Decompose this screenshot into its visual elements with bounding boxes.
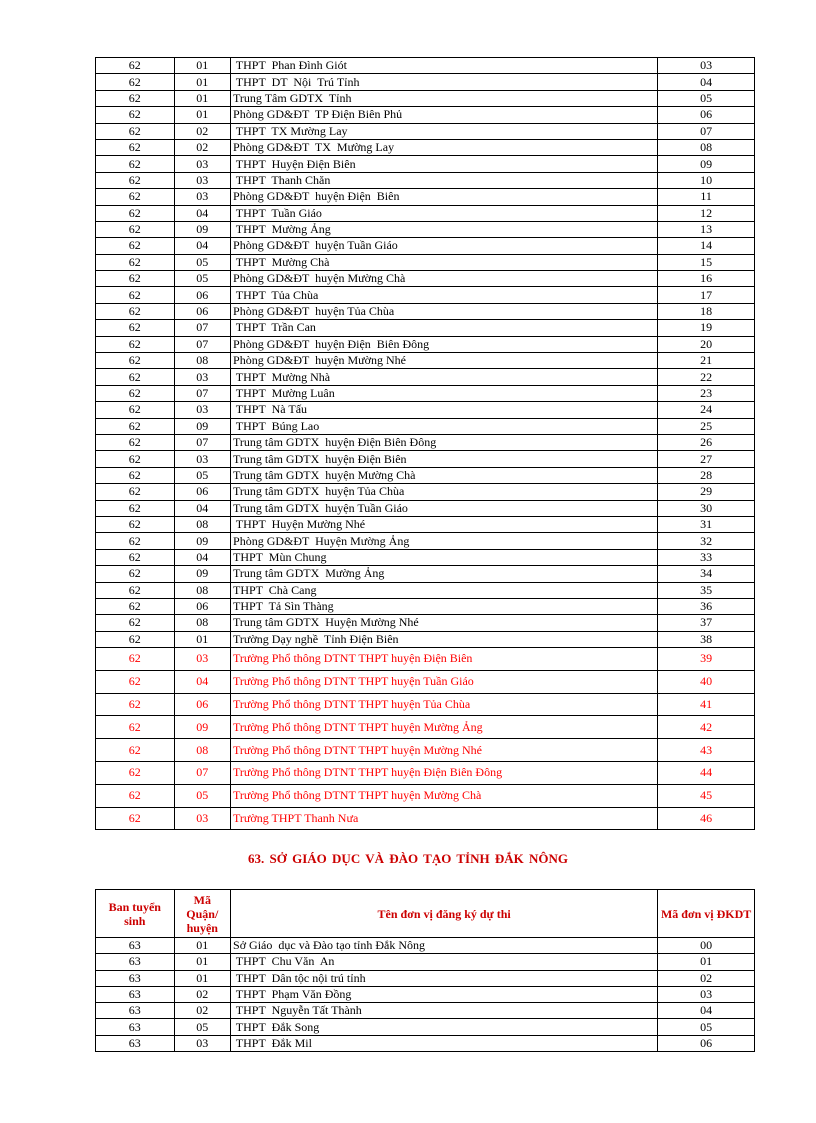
cell-ma-huyen: 09	[174, 221, 230, 237]
cell-ma-don-vi: 34	[658, 566, 755, 582]
cell-ten-don-vi: THPT Nguyễn Tất Thành	[231, 1003, 658, 1019]
cell-ten-don-vi: Phòng GD&ĐT huyện Mường Chà	[231, 271, 658, 287]
table-row	[96, 516, 755, 532]
cell-ten-don-vi: THPT Thanh Chăn	[231, 172, 658, 188]
header-ma-don-vi: Mã đơn vị ĐKDT	[658, 890, 755, 938]
cell-ten-don-vi: Trường Phổ thông DTNT THPT huyện Mường Chà	[231, 784, 658, 807]
cell-ten-don-vi: Trường Phổ thông DTNT THPT huyện Tủa Chùa	[231, 693, 658, 716]
cell-ban-tuyen-sinh: 62	[96, 451, 175, 467]
table-row	[96, 986, 755, 1002]
cell-ban-tuyen-sinh: 63	[96, 938, 175, 954]
cell-ban-tuyen-sinh: 62	[96, 434, 175, 450]
table-row	[96, 648, 755, 671]
cell-ten-don-vi: Phòng GD&ĐT huyện Tủa Chùa	[231, 303, 658, 319]
cell-ma-huyen: 06	[174, 693, 230, 716]
cell-ma-don-vi: 14	[658, 238, 755, 254]
cell-ban-tuyen-sinh: 62	[96, 221, 175, 237]
table-row	[96, 1003, 755, 1019]
cell-ten-don-vi: THPT Tuần Giáo	[231, 205, 658, 221]
cell-ten-don-vi: THPT Mường Ảng	[231, 221, 658, 237]
cell-ma-don-vi: 04	[658, 1003, 755, 1019]
table-row	[96, 402, 755, 418]
table-row	[96, 566, 755, 582]
cell-ma-huyen: 03	[174, 402, 230, 418]
table-row	[96, 970, 755, 986]
cell-ma-huyen: 04	[174, 670, 230, 693]
cell-ban-tuyen-sinh: 62	[96, 762, 175, 785]
cell-ban-tuyen-sinh: 62	[96, 418, 175, 434]
table-row	[96, 123, 755, 139]
cell-ma-don-vi: 44	[658, 762, 755, 785]
cell-ban-tuyen-sinh: 62	[96, 156, 175, 172]
table-row	[96, 1035, 755, 1051]
cell-ma-don-vi: 21	[658, 353, 755, 369]
cell-ma-huyen: 01	[174, 74, 230, 90]
cell-ten-don-vi: Trung tâm GDTX huyện Mường Chà	[231, 467, 658, 483]
cell-ten-don-vi: THPT Đắk Mil	[231, 1035, 658, 1051]
table-row	[96, 670, 755, 693]
cell-ma-don-vi: 27	[658, 451, 755, 467]
cell-ma-don-vi: 25	[658, 418, 755, 434]
cell-ma-huyen: 01	[174, 938, 230, 954]
cell-ma-huyen: 04	[174, 205, 230, 221]
cell-ma-don-vi: 26	[658, 434, 755, 450]
header-ma-quan-huyen: Mã Quận/ huyện	[174, 890, 230, 938]
table-row	[96, 1019, 755, 1035]
cell-ma-don-vi: 05	[658, 1019, 755, 1035]
cell-ma-don-vi: 19	[658, 320, 755, 336]
cell-ban-tuyen-sinh: 63	[96, 986, 175, 1002]
cell-ten-don-vi: Phòng GD&ĐT TP Điện Biên Phủ	[231, 107, 658, 123]
cell-ten-don-vi: Phòng GD&ĐT huyện Tuần Giáo	[231, 238, 658, 254]
header-ten-don-vi: Tên đơn vị đăng ký dự thi	[231, 890, 658, 938]
cell-ma-huyen: 08	[174, 353, 230, 369]
table-row	[96, 320, 755, 336]
table-row	[96, 631, 755, 647]
cell-ma-don-vi: 10	[658, 172, 755, 188]
cell-ban-tuyen-sinh: 62	[96, 58, 175, 74]
cell-ten-don-vi: Trung tâm GDTX Mường Ảng	[231, 566, 658, 582]
cell-ma-don-vi: 16	[658, 271, 755, 287]
cell-ban-tuyen-sinh: 62	[96, 254, 175, 270]
cell-ma-huyen: 07	[174, 336, 230, 352]
cell-ma-don-vi: 36	[658, 598, 755, 614]
table-row	[96, 533, 755, 549]
cell-ban-tuyen-sinh: 62	[96, 353, 175, 369]
cell-ban-tuyen-sinh: 62	[96, 271, 175, 287]
cell-ma-don-vi: 43	[658, 739, 755, 762]
cell-ban-tuyen-sinh: 62	[96, 716, 175, 739]
table-row	[96, 369, 755, 385]
cell-ma-don-vi: 23	[658, 385, 755, 401]
cell-ma-don-vi: 46	[658, 807, 755, 830]
cell-ma-huyen: 02	[174, 1003, 230, 1019]
cell-ma-don-vi: 07	[658, 123, 755, 139]
cell-ma-don-vi: 04	[658, 74, 755, 90]
table-row	[96, 434, 755, 450]
cell-ten-don-vi: Trung tâm GDTX huyện Điện Biên Đông	[231, 434, 658, 450]
table-row	[96, 784, 755, 807]
cell-ma-huyen: 05	[174, 467, 230, 483]
cell-ma-don-vi: 29	[658, 484, 755, 500]
cell-ten-don-vi: Trung tâm GDTX Huyện Mường Nhé	[231, 615, 658, 631]
cell-ban-tuyen-sinh: 62	[96, 582, 175, 598]
cell-ten-don-vi: THPT Phạm Văn Đồng	[231, 986, 658, 1002]
cell-ma-huyen: 03	[174, 1035, 230, 1051]
cell-ma-don-vi: 31	[658, 516, 755, 532]
cell-ban-tuyen-sinh: 62	[96, 139, 175, 155]
cell-ban-tuyen-sinh: 62	[96, 336, 175, 352]
cell-ma-don-vi: 15	[658, 254, 755, 270]
cell-ban-tuyen-sinh: 62	[96, 549, 175, 565]
table-row	[96, 156, 755, 172]
cell-ten-don-vi: Phòng GD&ĐT Huyện Mường Ảng	[231, 533, 658, 549]
cell-ban-tuyen-sinh: 63	[96, 1019, 175, 1035]
cell-ten-don-vi: Trung tâm GDTX huyện Điện Biên	[231, 451, 658, 467]
cell-ban-tuyen-sinh: 62	[96, 74, 175, 90]
cell-ban-tuyen-sinh: 62	[96, 648, 175, 671]
table-row	[96, 716, 755, 739]
cell-ma-don-vi: 03	[658, 58, 755, 74]
cell-ma-huyen: 09	[174, 566, 230, 582]
cell-ma-don-vi: 39	[658, 648, 755, 671]
table-row	[96, 271, 755, 287]
cell-ma-huyen: 03	[174, 172, 230, 188]
cell-ban-tuyen-sinh: 62	[96, 123, 175, 139]
cell-ma-huyen: 01	[174, 58, 230, 74]
cell-ten-don-vi: THPT Trần Can	[231, 320, 658, 336]
cell-ma-huyen: 03	[174, 451, 230, 467]
cell-ma-huyen: 01	[174, 90, 230, 106]
cell-ban-tuyen-sinh: 62	[96, 90, 175, 106]
table-row	[96, 172, 755, 188]
units-table-63-body	[96, 938, 755, 1052]
cell-ma-don-vi: 05	[658, 90, 755, 106]
cell-ma-don-vi: 38	[658, 631, 755, 647]
cell-ten-don-vi: THPT Huyện Điện Biên	[231, 156, 658, 172]
cell-ten-don-vi: Trung Tâm GDTX Tỉnh	[231, 90, 658, 106]
table-row	[96, 205, 755, 221]
cell-ten-don-vi: Trung tâm GDTX huyện Tủa Chùa	[231, 484, 658, 500]
cell-ma-don-vi: 17	[658, 287, 755, 303]
cell-ban-tuyen-sinh: 62	[96, 369, 175, 385]
cell-ma-don-vi: 40	[658, 670, 755, 693]
cell-ban-tuyen-sinh: 62	[96, 739, 175, 762]
cell-ma-don-vi: 41	[658, 693, 755, 716]
header-ban-tuyen-sinh: Ban tuyển sinh	[96, 890, 175, 938]
table-row	[96, 287, 755, 303]
cell-ma-huyen: 05	[174, 254, 230, 270]
table-row	[96, 254, 755, 270]
cell-ban-tuyen-sinh: 62	[96, 402, 175, 418]
table-row	[96, 467, 755, 483]
table-row	[96, 762, 755, 785]
cell-ban-tuyen-sinh: 62	[96, 533, 175, 549]
table-row	[96, 107, 755, 123]
cell-ma-huyen: 02	[174, 139, 230, 155]
cell-ma-don-vi: 09	[658, 156, 755, 172]
table-row	[96, 739, 755, 762]
cell-ten-don-vi: Trường THPT Thanh Nưa	[231, 807, 658, 830]
cell-ten-don-vi: THPT Huyện Mường Nhé	[231, 516, 658, 532]
table-row	[96, 615, 755, 631]
cell-ma-don-vi: 00	[658, 938, 755, 954]
cell-ma-huyen: 04	[174, 549, 230, 565]
table-row	[96, 74, 755, 90]
cell-ma-don-vi: 28	[658, 467, 755, 483]
cell-ma-huyen: 05	[174, 271, 230, 287]
cell-ten-don-vi: Trường Dạy nghề Tỉnh Điện Biên	[231, 631, 658, 647]
cell-ban-tuyen-sinh: 63	[96, 954, 175, 970]
cell-ban-tuyen-sinh: 62	[96, 287, 175, 303]
cell-ma-huyen: 03	[174, 189, 230, 205]
cell-ban-tuyen-sinh: 62	[96, 107, 175, 123]
cell-ma-huyen: 02	[174, 123, 230, 139]
cell-ma-huyen: 09	[174, 716, 230, 739]
cell-ban-tuyen-sinh: 62	[96, 238, 175, 254]
cell-ma-huyen: 06	[174, 287, 230, 303]
cell-ban-tuyen-sinh: 62	[96, 784, 175, 807]
cell-ten-don-vi: Sở Giáo dục và Đào tạo tỉnh Đắk Nông	[231, 938, 658, 954]
cell-ten-don-vi: Trường Phổ thông DTNT THPT huyện Điện Biên Đông	[231, 762, 658, 785]
cell-ban-tuyen-sinh: 62	[96, 807, 175, 830]
cell-ma-huyen: 09	[174, 418, 230, 434]
cell-ten-don-vi: THPT Đắk Song	[231, 1019, 658, 1035]
cell-ten-don-vi: Trung tâm GDTX huyện Tuần Giáo	[231, 500, 658, 516]
cell-ma-huyen: 03	[174, 648, 230, 671]
cell-ma-huyen: 04	[174, 500, 230, 516]
cell-ma-huyen: 08	[174, 516, 230, 532]
cell-ma-huyen: 03	[174, 807, 230, 830]
cell-ma-huyen: 08	[174, 615, 230, 631]
cell-ban-tuyen-sinh: 63	[96, 1003, 175, 1019]
cell-ten-don-vi: Trường Phổ thông DTNT THPT huyện Mường Ảng	[231, 716, 658, 739]
cell-ma-huyen: 07	[174, 434, 230, 450]
cell-ma-don-vi: 06	[658, 107, 755, 123]
cell-ma-huyen: 02	[174, 986, 230, 1002]
cell-ten-don-vi: THPT Phan Đình Giót	[231, 58, 658, 74]
cell-ten-don-vi: Phòng GD&ĐT TX Mường Lay	[231, 139, 658, 155]
table-row	[96, 451, 755, 467]
cell-ten-don-vi: Trường Phổ thông DTNT THPT huyện Điện Biên	[231, 648, 658, 671]
cell-ban-tuyen-sinh: 63	[96, 970, 175, 986]
table-row	[96, 139, 755, 155]
table-row	[96, 582, 755, 598]
cell-ten-don-vi: THPT Mường Nhà	[231, 369, 658, 385]
cell-ten-don-vi: THPT Tủa Chùa	[231, 287, 658, 303]
cell-ma-don-vi: 30	[658, 500, 755, 516]
table-row	[96, 954, 755, 970]
cell-ma-huyen: 01	[174, 107, 230, 123]
cell-ban-tuyen-sinh: 62	[96, 670, 175, 693]
cell-ban-tuyen-sinh: 63	[96, 1035, 175, 1051]
cell-ten-don-vi: THPT Búng Lao	[231, 418, 658, 434]
table-row	[96, 189, 755, 205]
cell-ma-huyen: 03	[174, 156, 230, 172]
table-row	[96, 303, 755, 319]
cell-ma-don-vi: 35	[658, 582, 755, 598]
cell-ma-huyen: 03	[174, 369, 230, 385]
cell-ma-huyen: 08	[174, 582, 230, 598]
cell-ban-tuyen-sinh: 62	[96, 516, 175, 532]
cell-ban-tuyen-sinh: 62	[96, 205, 175, 221]
table-row	[96, 693, 755, 716]
cell-ma-don-vi: 08	[658, 139, 755, 155]
cell-ma-huyen: 09	[174, 533, 230, 549]
table-row	[96, 336, 755, 352]
cell-ma-don-vi: 02	[658, 970, 755, 986]
table-row	[96, 90, 755, 106]
cell-ten-don-vi: Phòng GD&ĐT huyện Mường Nhé	[231, 353, 658, 369]
cell-ma-don-vi: 22	[658, 369, 755, 385]
cell-ma-huyen: 07	[174, 320, 230, 336]
section-title-63: 63. SỞ GIÁO DỤC VÀ ĐÀO TẠO TỈNH ĐẮK NÔNG	[248, 851, 568, 866]
table-row	[96, 58, 755, 74]
table-row	[96, 500, 755, 516]
cell-ma-huyen: 06	[174, 598, 230, 614]
cell-ten-don-vi: THPT Mường Luân	[231, 385, 658, 401]
cell-ma-huyen: 01	[174, 970, 230, 986]
cell-ma-don-vi: 33	[658, 549, 755, 565]
cell-ban-tuyen-sinh: 62	[96, 500, 175, 516]
table-row	[96, 418, 755, 434]
table-row	[96, 807, 755, 830]
cell-ma-huyen: 07	[174, 385, 230, 401]
cell-ma-don-vi: 42	[658, 716, 755, 739]
cell-ma-don-vi: 06	[658, 1035, 755, 1051]
units-table-62-body	[96, 58, 755, 830]
table-row	[96, 385, 755, 401]
cell-ma-don-vi: 32	[658, 533, 755, 549]
cell-ma-huyen: 06	[174, 484, 230, 500]
table-row	[96, 484, 755, 500]
table-row	[96, 549, 755, 565]
cell-ten-don-vi: THPT Nà Tấu	[231, 402, 658, 418]
units-table-62	[95, 57, 755, 830]
cell-ma-huyen: 05	[174, 784, 230, 807]
cell-ma-don-vi: 24	[658, 402, 755, 418]
cell-ten-don-vi: Phòng GD&ĐT huyện Điện Biên	[231, 189, 658, 205]
cell-ten-don-vi: THPT Tả Sìn Thàng	[231, 598, 658, 614]
cell-ma-don-vi: 18	[658, 303, 755, 319]
cell-ban-tuyen-sinh: 62	[96, 467, 175, 483]
table-row	[96, 221, 755, 237]
cell-ban-tuyen-sinh: 62	[96, 303, 175, 319]
cell-ma-huyen: 04	[174, 238, 230, 254]
cell-ma-huyen: 01	[174, 954, 230, 970]
cell-ban-tuyen-sinh: 62	[96, 320, 175, 336]
cell-ban-tuyen-sinh: 62	[96, 172, 175, 188]
cell-ma-don-vi: 37	[658, 615, 755, 631]
cell-ma-don-vi: 03	[658, 986, 755, 1002]
cell-ten-don-vi: THPT Mường Chà	[231, 254, 658, 270]
cell-ma-huyen: 07	[174, 762, 230, 785]
cell-ban-tuyen-sinh: 62	[96, 566, 175, 582]
table-row	[96, 238, 755, 254]
cell-ma-don-vi: 12	[658, 205, 755, 221]
cell-ten-don-vi: Trường Phổ thông DTNT THPT huyện Tuần Giáo	[231, 670, 658, 693]
units-table-63	[95, 889, 755, 1052]
table-row	[96, 598, 755, 614]
cell-ban-tuyen-sinh: 62	[96, 189, 175, 205]
cell-ban-tuyen-sinh: 62	[96, 615, 175, 631]
cell-ten-don-vi: Trường Phổ thông DTNT THPT huyện Mường Nhé	[231, 739, 658, 762]
cell-ten-don-vi: THPT DT Nội Trú Tỉnh	[231, 74, 658, 90]
cell-ma-don-vi: 20	[658, 336, 755, 352]
table-row	[96, 353, 755, 369]
cell-ma-don-vi: 01	[658, 954, 755, 970]
cell-ma-huyen: 05	[174, 1019, 230, 1035]
cell-ban-tuyen-sinh: 62	[96, 484, 175, 500]
cell-ma-don-vi: 13	[658, 221, 755, 237]
cell-ban-tuyen-sinh: 62	[96, 693, 175, 716]
table-row	[96, 938, 755, 954]
cell-ten-don-vi: Phòng GD&ĐT huyện Điện Biên Đông	[231, 336, 658, 352]
cell-ten-don-vi: THPT Chà Cang	[231, 582, 658, 598]
cell-ban-tuyen-sinh: 62	[96, 385, 175, 401]
header-row	[96, 890, 755, 938]
cell-ma-don-vi: 11	[658, 189, 755, 205]
cell-ma-huyen: 06	[174, 303, 230, 319]
cell-ban-tuyen-sinh: 62	[96, 598, 175, 614]
cell-ten-don-vi: THPT Mùn Chung	[231, 549, 658, 565]
cell-ten-don-vi: THPT Chu Văn An	[231, 954, 658, 970]
cell-ten-don-vi: THPT Dân tộc nội trú tỉnh	[231, 970, 658, 986]
cell-ma-huyen: 01	[174, 631, 230, 647]
cell-ban-tuyen-sinh: 62	[96, 631, 175, 647]
cell-ten-don-vi: THPT TX Mường Lay	[231, 123, 658, 139]
cell-ma-huyen: 08	[174, 739, 230, 762]
cell-ma-don-vi: 45	[658, 784, 755, 807]
